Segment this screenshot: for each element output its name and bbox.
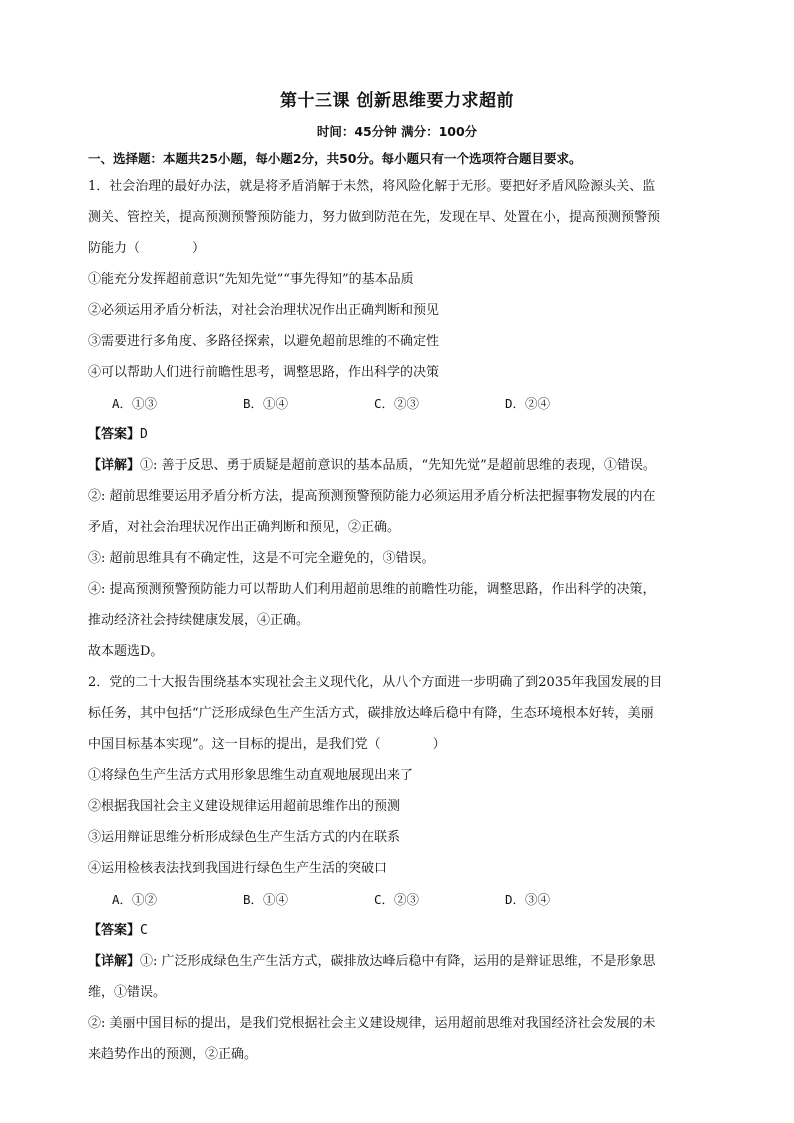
statement-item: ②必须运用矛盾分析法，对社会治理状况作出正确判断和预见: [88, 303, 440, 318]
question-1: [88, 171, 710, 667]
detail-line: ④: 提高预测预警预防能力可以帮助人们利用超前思维的前瞻性功能，调整思路，作出科学的决策，: [88, 582, 656, 597]
detail-line: ③: 超前思维具有不确定性，这是不可完全避免的，③错误。: [88, 551, 435, 566]
question-stem-line: 防能力（ ）: [88, 241, 206, 256]
detail-label: 【详解】: [88, 458, 141, 473]
option-c: C．②③: [374, 892, 420, 907]
conclusion-line: 故本题选D。: [88, 644, 164, 659]
option-c: C．②③: [374, 396, 420, 411]
detail-line: 矛盾，对社会治理状况作出正确判断和预见，②正确。: [88, 520, 401, 535]
answer-value: D: [140, 427, 148, 442]
detail-line: ②: 美丽中国目标的提出，是我们党根据社会主义建设规律，运用超前思维对我国经济社会发展的未: [88, 1016, 656, 1031]
option-a: A．①②: [112, 892, 158, 907]
detail-label: 【详解】: [88, 954, 141, 969]
question-stem-line: 2．党的二十大报告围绕基本实现社会主义现代化，从八个方面进一步明确了到2035年我国发展的目: [88, 675, 663, 690]
detail-line: ②: 超前思维要运用矛盾分析方法，提高预测预警预防能力必须运用矛盾分析法把握事物发展的内在: [88, 489, 656, 504]
option-d: D．②④: [505, 396, 551, 411]
detail-text: ①: 广泛形成绿色生产生活方式，碳排放达峰后稳中有降，运用的是辩证思维，不是形象思: [140, 954, 656, 969]
answer-options: [88, 884, 710, 915]
page-title: 第十三课 创新思维要力求超前: [280, 91, 514, 111]
detail-line: 推动经济社会持续健康发展，④正确。: [88, 613, 310, 628]
detail-line: [88, 946, 710, 977]
option-d: D．③④: [505, 892, 551, 907]
question-stem-line: 标任务，其中包括“广泛形成绿色生产生活方式，碳排放达峰后稳中有降，生态环境根本好转，美丽: [88, 706, 654, 721]
detail-line: 维，①错误。: [88, 985, 167, 1000]
detail-line: [88, 450, 710, 481]
answer-value: C: [140, 923, 148, 938]
statement-item: ①能充分发挥超前意识“先知先觉”“事先得知”的基本品质: [88, 272, 414, 287]
answer-label: 【答案】: [88, 923, 141, 938]
statement-item: ④可以帮助人们进行前瞻性思考，调整思路，作出科学的决策: [88, 365, 440, 380]
answer-line: [88, 419, 710, 450]
detail-text: ①: 善于反思、勇于质疑是超前意识的基本品质，“先知先觉”是超前思维的表现，①错误。: [140, 458, 656, 473]
question-2: [88, 667, 710, 1070]
question-stem-line: 测关、管控关，提高预测预警预防能力，努力做到防范在先，发现在早、处置在小，提高预测预警预: [88, 210, 661, 225]
answer-options: [88, 388, 710, 419]
statement-item: ①将绿色生产生活方式用形象思维生动直观地展现出来了: [88, 768, 414, 783]
statement-item: ③需要进行多角度、多路径探索，以避免超前思维的不确定性: [88, 334, 440, 349]
option-a: A．①③: [112, 396, 158, 411]
statement-item: ④运用检核表法找到我国进行绿色生产生活的突破口: [88, 861, 388, 876]
answer-line: [88, 915, 710, 946]
statement-item: ②根据我国社会主义建设规律运用超前思维作出的预测: [88, 799, 401, 814]
section-heading: 一、选择题：本题共25小题，每小题2分，共50分。每小题只有一个选项符合题目要求。: [88, 151, 582, 166]
exam-info: 时间：45分钟 满分：100分: [316, 124, 478, 139]
question-stem-line: 1．社会治理的最好办法，就是将矛盾消解于未然，将风险化解于无形。要把好矛盾风险源头关、监: [88, 179, 656, 194]
answer-label: 【答案】: [88, 427, 141, 442]
question-list: [88, 171, 710, 1070]
question-stem-line: 中国目标基本实现”。这一目标的提出，是我们党（ ）: [88, 737, 446, 752]
statement-item: ③运用辩证思维分析形成绿色生产生活方式的内在联系: [88, 830, 401, 845]
detail-line: 来趋势作出的预测，②正确。: [88, 1047, 258, 1062]
option-b: B．①④: [243, 396, 289, 411]
option-b: B．①④: [243, 892, 289, 907]
